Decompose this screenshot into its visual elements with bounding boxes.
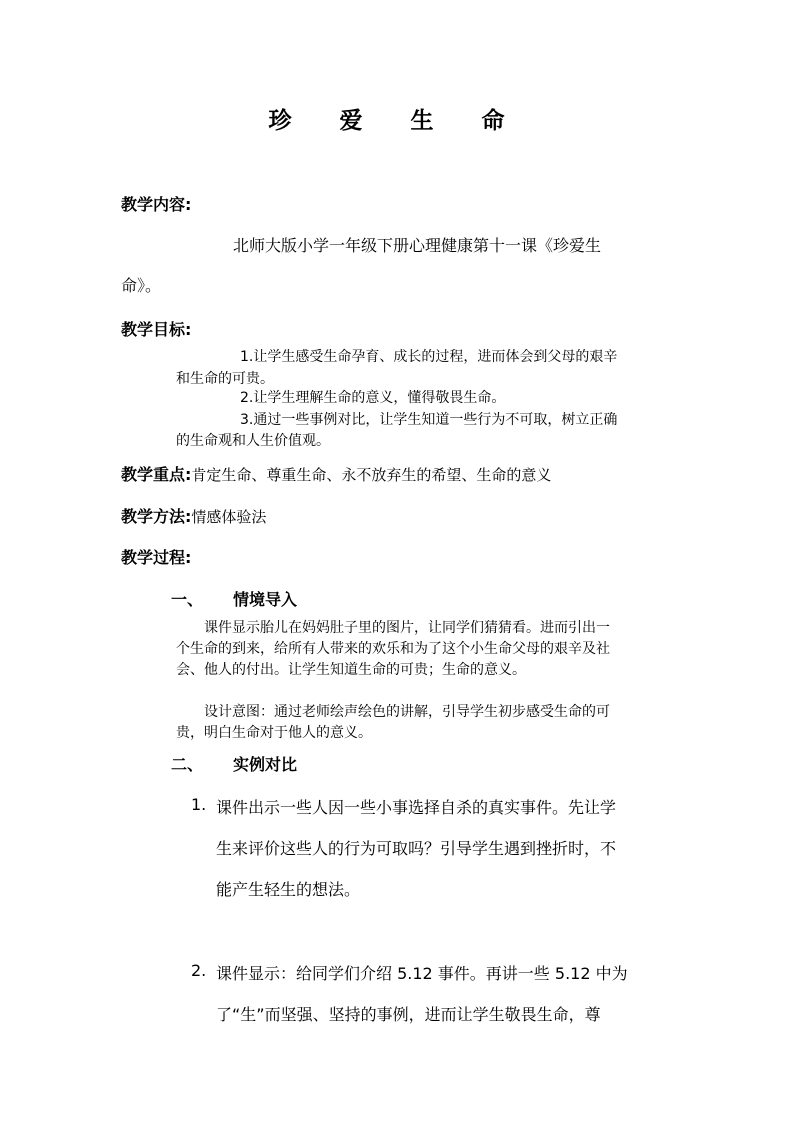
section-2-title: 实例对比 xyxy=(233,755,298,774)
item-2-line-2: 了“生”而坚强、坚持的事例，进而让学生敬畏生命，尊 xyxy=(216,1005,601,1024)
focus-label: 教学重点: xyxy=(121,465,192,484)
goals-label: 教学目标: xyxy=(121,320,192,339)
content-line-2: 命》。 xyxy=(121,276,162,295)
section-1-para-1-line-2: 个生命的到来，给所有人带来的欢乐和为了这个小生命父母的艰辛及社 xyxy=(176,641,610,657)
method-row xyxy=(121,504,266,527)
goal-2: 2.让学生理解生命的意义，懂得敬畏生命。 xyxy=(240,390,506,406)
item-1-line-2: 生来评价这些人的行为可取吗？引导学生遇到挫折时，不 xyxy=(216,839,617,858)
content-label: 教学内容: xyxy=(121,195,192,214)
section-1-title: 情境导入 xyxy=(233,590,298,609)
goal-1-line-2: 和生命的可贵。 xyxy=(176,371,274,387)
section-1-para-1-line-3: 会、他人的付出。让学生知道生命的可贵；生命的意义。 xyxy=(176,662,526,678)
focus-row xyxy=(121,462,551,485)
item-1-line-1: 课件出示一些人因一些小事选择自杀的真实事件。先让学 xyxy=(216,798,617,817)
item-1-line-3: 能产生轻生的想法。 xyxy=(216,880,361,899)
section-2-number: 二、 xyxy=(171,755,204,774)
section-1-number: 一、 xyxy=(171,590,204,609)
goal-3-line-1: 3.通过一些事例对比，让学生知道一些行为不可取，树立正确 xyxy=(240,412,618,428)
section-1-para-1-line-1: 课件显示胎儿在妈妈肚子里的图片，让同学们猜猜看。进而引出一 xyxy=(204,620,610,636)
item-2-line-1: 课件显示：给同学们介绍 5.12 事件。再讲一些 5.12 中为 xyxy=(216,964,628,983)
section-1-para-2-line-1: 设计意图：通过老师绘声绘色的讲解，引导学生初步感受生命的可 xyxy=(204,704,610,720)
process-label: 教学过程: xyxy=(121,548,192,567)
section-1-para-2-line-2: 贵，明白生命对于他人的意义。 xyxy=(176,725,372,741)
content-line-1: 北师大版小学一年级下册心理健康第十一课《珍爱生 xyxy=(233,236,602,255)
item-1-number: 1. xyxy=(191,795,207,814)
goal-3-line-2: 的生命观和人生价值观。 xyxy=(176,433,330,449)
method-value: 情感体验法 xyxy=(191,508,267,526)
item-2-number: 2. xyxy=(191,961,207,980)
goal-1-line-1: 1.让学生感受生命孕育、成长的过程，进而体会到父母的艰辛 xyxy=(240,349,618,365)
focus-value: 肯定生命、尊重生命、永不放弃生的希望、生命的意义 xyxy=(191,466,552,484)
method-label: 教学方法: xyxy=(121,507,192,526)
page-title: 珍 爱 生 命 xyxy=(268,108,525,134)
